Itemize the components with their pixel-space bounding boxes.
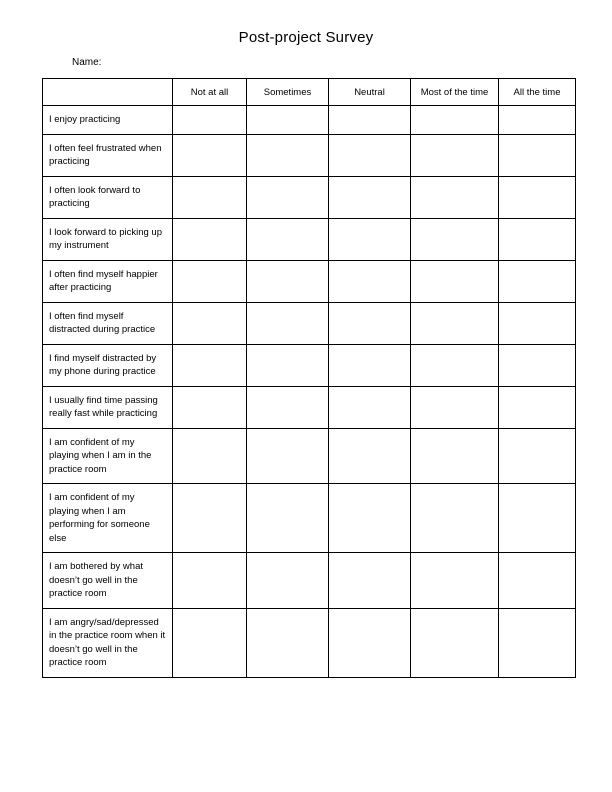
table-row [43,218,576,260]
answer-cell[interactable] [247,608,329,677]
answer-cell[interactable] [247,344,329,386]
statement-cell: I find myself distracted by my phone during practice [43,344,173,386]
answer-cell[interactable] [411,134,499,176]
statement-cell: I am angry/sad/depressed in the practice room when it doesn’t go well in the practice room [43,608,173,677]
statement-cell: I usually find time passing really fast while practicing [43,386,173,428]
answer-cell[interactable] [499,302,576,344]
answer-cell[interactable] [411,106,499,135]
answer-cell[interactable] [411,218,499,260]
answer-cell[interactable] [329,302,411,344]
answer-cell[interactable] [247,553,329,609]
table-row [43,344,576,386]
answer-cell[interactable] [247,106,329,135]
answer-cell[interactable] [173,608,247,677]
statement-cell: I often find myself happier after practicing [43,260,173,302]
page-title: Post-project Survey [238,29,374,46]
answer-cell[interactable] [329,344,411,386]
answer-cell[interactable] [329,553,411,609]
answer-cell[interactable] [329,106,411,135]
answer-cell[interactable] [173,218,247,260]
name-label: Name: [72,57,102,68]
statement-cell: I enjoy practicing [43,106,173,135]
survey-table [42,78,576,678]
answer-cell[interactable] [411,553,499,609]
answer-cell[interactable] [173,134,247,176]
answer-cell[interactable] [247,260,329,302]
answer-cell[interactable] [329,134,411,176]
answer-cell[interactable] [173,176,247,218]
answer-cell[interactable] [329,608,411,677]
answer-cell[interactable] [499,218,576,260]
answer-cell[interactable] [247,176,329,218]
statement-cell: I often feel frustrated when practicing [43,134,173,176]
answer-cell[interactable] [499,106,576,135]
answer-cell[interactable] [173,106,247,135]
answer-cell[interactable] [499,134,576,176]
answer-cell[interactable] [173,386,247,428]
answer-cell[interactable] [499,176,576,218]
statement-cell: I am confident of my playing when I am in the practice room [43,428,173,484]
header-row [43,79,576,106]
answer-cell[interactable] [499,428,576,484]
statement-cell: I look forward to picking up my instrument [43,218,173,260]
header-cell-sometimes: Sometimes [247,79,329,106]
table-row [43,176,576,218]
answer-cell[interactable] [329,428,411,484]
answer-cell[interactable] [499,260,576,302]
table-row [43,260,576,302]
answer-cell[interactable] [329,260,411,302]
table-row [43,106,576,135]
header-cell-not-at-all: Not at all [173,79,247,106]
statement-cell: I often find myself distracted during practice [43,302,173,344]
answer-cell[interactable] [173,344,247,386]
answer-cell[interactable] [173,428,247,484]
answer-cell[interactable] [173,260,247,302]
answer-cell[interactable] [499,344,576,386]
answer-cell[interactable] [411,386,499,428]
header-cell-neutral: Neutral [329,79,411,106]
answer-cell[interactable] [247,484,329,553]
answer-cell[interactable] [329,484,411,553]
statement-cell: I am bothered by what doesn’t go well in the practice room [43,553,173,609]
answer-cell[interactable] [411,176,499,218]
answer-cell[interactable] [247,386,329,428]
answer-cell[interactable] [173,553,247,609]
answer-cell[interactable] [247,218,329,260]
answer-cell[interactable] [329,176,411,218]
table-row [43,608,576,677]
answer-cell[interactable] [411,260,499,302]
answer-cell[interactable] [247,134,329,176]
statement-cell: I often look forward to practicing [43,176,173,218]
answer-cell[interactable] [247,428,329,484]
answer-cell[interactable] [411,302,499,344]
answer-cell[interactable] [499,608,576,677]
header-cell-all-the-time: All the time [499,79,576,106]
answer-cell[interactable] [499,484,576,553]
answer-cell[interactable] [173,484,247,553]
header-cell-most-of-the-time: Most of the time [411,79,499,106]
answer-cell[interactable] [247,302,329,344]
table-row [43,428,576,484]
table-row [43,134,576,176]
answer-cell[interactable] [499,553,576,609]
answer-cell[interactable] [411,484,499,553]
table-row [43,386,576,428]
answer-cell[interactable] [411,428,499,484]
table-row [43,553,576,609]
table-row [43,302,576,344]
answer-cell[interactable] [173,302,247,344]
statement-cell: I am confident of my playing when I am performing for someone else [43,484,173,553]
answer-cell[interactable] [329,218,411,260]
answer-cell[interactable] [411,344,499,386]
table-row [43,484,576,553]
answer-cell[interactable] [329,386,411,428]
answer-cell[interactable] [499,386,576,428]
answer-cell[interactable] [411,608,499,677]
header-cell-empty [43,79,173,106]
